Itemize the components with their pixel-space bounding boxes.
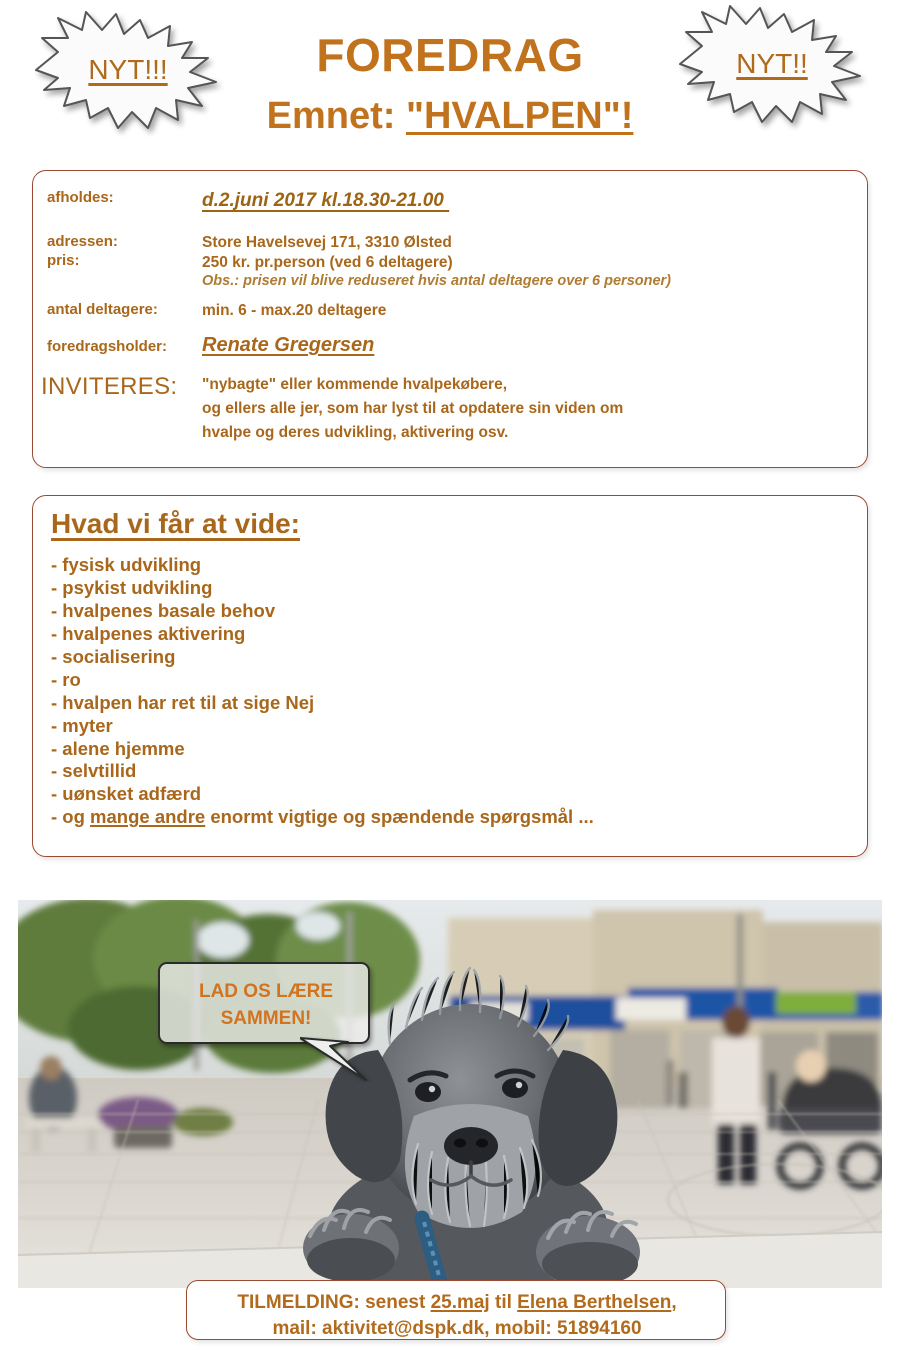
signup-prefix: TILMELDING: senest <box>237 1292 431 1313</box>
list-item: - socialisering <box>51 645 176 667</box>
detail-label-price: pris: <box>47 251 80 269</box>
detail-row-participants <box>47 301 386 321</box>
list-item-last <box>51 806 594 829</box>
speech-bubble-line2: SAMMEN! <box>220 1007 312 1029</box>
list-item: - psykist udvikling <box>51 576 213 598</box>
invited-block <box>41 373 623 445</box>
topics-list <box>51 554 594 829</box>
detail-value-price: 250 kr. pr.person (ved 6 deltagere) <box>202 253 453 271</box>
puppy-nose <box>444 1127 498 1165</box>
detail-label-speaker: foredragsholder: <box>47 338 168 355</box>
detail-values-address-price <box>202 233 671 289</box>
detail-row-address-price <box>47 233 671 289</box>
signup-line2: mail: aktivitet@dspk.dk, mobil: 51894160 <box>272 1317 642 1339</box>
speech-bubble-line1: LAD OS LÆRE <box>198 981 334 1002</box>
poster-header <box>0 0 900 160</box>
page-title: FOREDRAG <box>316 29 584 81</box>
subtitle-topic: "HVALPEN"! <box>405 95 634 137</box>
badge-new-right-label: NYT!! <box>736 48 808 79</box>
list-item: - myter <box>51 714 113 736</box>
detail-row-date <box>47 189 449 213</box>
signup-panel <box>186 1280 726 1340</box>
photo-illustration <box>18 900 882 1288</box>
list-item: - ro <box>51 668 81 690</box>
speech-bubble-tail <box>300 1036 390 1082</box>
badge-new-right <box>672 2 872 127</box>
detail-labels-address-price <box>47 233 202 271</box>
invited-lines <box>202 373 623 445</box>
list-item: - hvalpen har ret til at sige Nej <box>51 691 315 713</box>
speech-bubble <box>158 962 370 1044</box>
list-item: - hvalpenes basale behov <box>51 599 276 621</box>
signup-line1 <box>187 1290 727 1316</box>
topics-title: Hvad vi får at vide: <box>51 508 300 539</box>
detail-value-price-note: Obs.: prisen vil blive reduseret hvis antal deltagere over 6 personer) <box>202 272 672 289</box>
puppy-photo <box>18 900 882 1288</box>
invited-line: "nybagte" eller kommende hvalpekøbere, <box>202 376 507 393</box>
invited-line: og ellers alle jer, som har lyst til at opdatere sin viden om <box>202 400 624 418</box>
list-item: - fysisk udvikling <box>51 554 202 575</box>
detail-value-speaker: Renate Gregersen <box>202 334 375 356</box>
list-item: - hvalpenes aktivering <box>51 622 246 644</box>
list-item: - selvtillid <box>51 760 137 782</box>
detail-value-address: Store Havelsevej 171, 3310 Ølsted <box>202 234 452 251</box>
detail-label-address: adressen: <box>47 233 118 250</box>
badge-new-left-label: NYT!!! <box>88 54 168 85</box>
detail-row-speaker <box>47 334 374 357</box>
signup-contact-name: Elena Berthelsen <box>517 1292 672 1313</box>
detail-label-participants: antal deltagere: <box>47 301 158 318</box>
invited-line: hvalpe og deres udvikling, aktivering osv. <box>202 424 509 442</box>
list-item-prefix: - og <box>51 806 91 828</box>
detail-value-participants: min. 6 - max.20 deltagere <box>202 302 387 319</box>
signup-suffix: , <box>671 1292 677 1313</box>
list-item-emphasis: mange andre <box>90 806 206 828</box>
detail-value-date: d.2.juni 2017 kl.18.30-21.00 <box>202 190 450 211</box>
signup-deadline: 25.maj <box>430 1292 490 1313</box>
subtitle-prefix: Emnet: <box>266 95 406 137</box>
event-details-panel <box>32 170 868 468</box>
list-item: - alene hjemme <box>51 737 185 759</box>
signup-text <box>187 1290 727 1341</box>
invited-label: INVITERES: <box>41 373 178 400</box>
signup-mid: til <box>489 1292 518 1313</box>
speech-bubble-text <box>160 979 372 1033</box>
list-item: - uønsket adfærd <box>51 783 202 805</box>
topics-panel <box>32 495 868 857</box>
detail-label-date: afholdes: <box>47 189 114 206</box>
list-item-suffix: enormt vigtige og spændende spørgsmål ... <box>205 806 594 828</box>
